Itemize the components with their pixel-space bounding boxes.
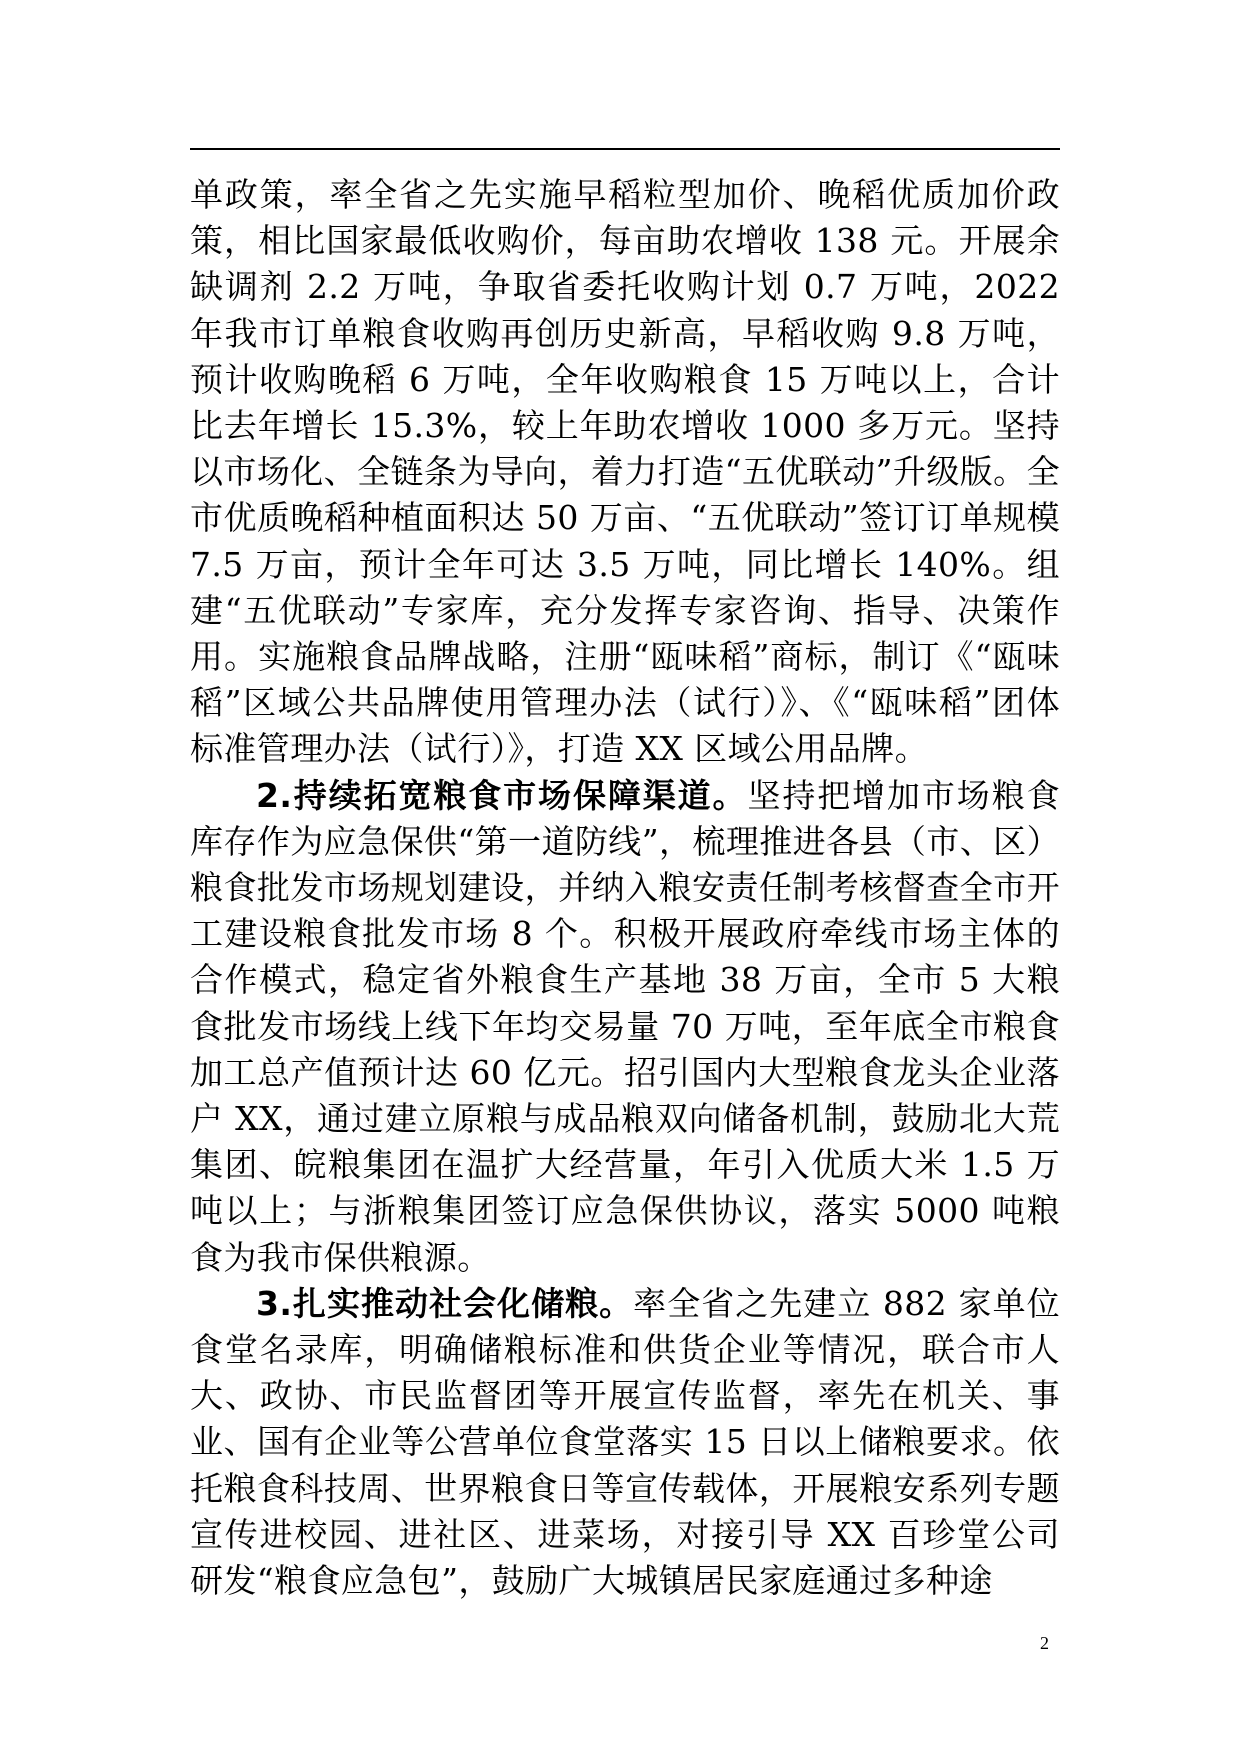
- document-body: [190, 172, 1060, 1604]
- paragraph-2-text: 坚持把增加市场粮食库存作为应急保供“第一道防线”，梳理推进各县（市、区）粮食批发市场规划建设，并纳入粮安责任制考核督查全市开工建设粮食批发市场 8 个。积极开展政府牵线市场主体的合作模式，稳定省外粮食生产基地 38 万亩，全市 5 大粮食批发市场线上线下年均交易量 70 万吨，至年底全市粮食加工总产值预计达 60 亿元。招引国内大型粮食龙头企业落户 XX，通过建立原粮与成品粮双向储备机制，鼓励北大荒集团、皖粮集团在温扩大经营量，年引入优质大米 1.5 万吨以上；与浙粮集团签订应急保供协议，落实 5000 吨粮食为我市保供粮源。: [190, 775, 1060, 1277]
- paragraph-3-text: 率全省之先建立 882 家单位食堂名录库，明确储粮标准和供货企业等情况，联合市人大、政协、市民监督团等开展宣传监督，率先在机关、事业、国有企业等公营单位食堂落实 15 日以上储粮要求。依托粮食科技周、世界粮食日等宣传载体，开展粮安系列专题宣传进校园、进社区、进菜场，对接引导 XX 百珍堂公司研发“粮食应急包”，鼓励广大城镇居民家庭通过多种途: [190, 1283, 1061, 1601]
- header-rule: [190, 148, 1060, 150]
- paragraph-3-heading: 3.扎实推动社会化储粮。: [256, 1283, 634, 1323]
- paragraph-2-heading: 2.持续拓宽粮食市场保障渠道。: [256, 775, 748, 815]
- paragraph-3: [190, 1281, 1060, 1604]
- page-number: 2: [1040, 1633, 1049, 1653]
- paragraph-1-text: 单政策，率全省之先实施早稻粒型加价、晚稻优质加价政策，相比国家最低收购价，每亩助农增收 138 元。开展余缺调剂 2.2 万吨，争取省委托收购计划 0.7 万吨，2022 年我市订单粮食收购再创历史新高，早稻收购 9.8 万吨，预计收购晚稻 6 万吨，全年收购粮食 15 万吨以上，合计比去年增长 15.3%，较上年助农增收 1000 多万元。坚持以市场化、全链条为导向，着力打造“五优联动”升级版。全市优质晚稻种植面积达 50 万亩、“五优联动”签订订单规模 7.5 万亩，预计全年可达 3.5 万吨，同比增长 140%。组建“五优联动”专家库，充分发挥专家咨询、指导、决策作用。实施粮食品牌战略，注册“瓯味稻”商标，制订《“瓯味稻”区域公共品牌使用管理办法（试行）》、《“瓯味稻”团体标准管理办法（试行）》，打造 XX 区域公用品牌。: [190, 175, 1060, 769]
- paragraph-2: [190, 773, 1060, 1281]
- paragraph-1: [190, 172, 1060, 773]
